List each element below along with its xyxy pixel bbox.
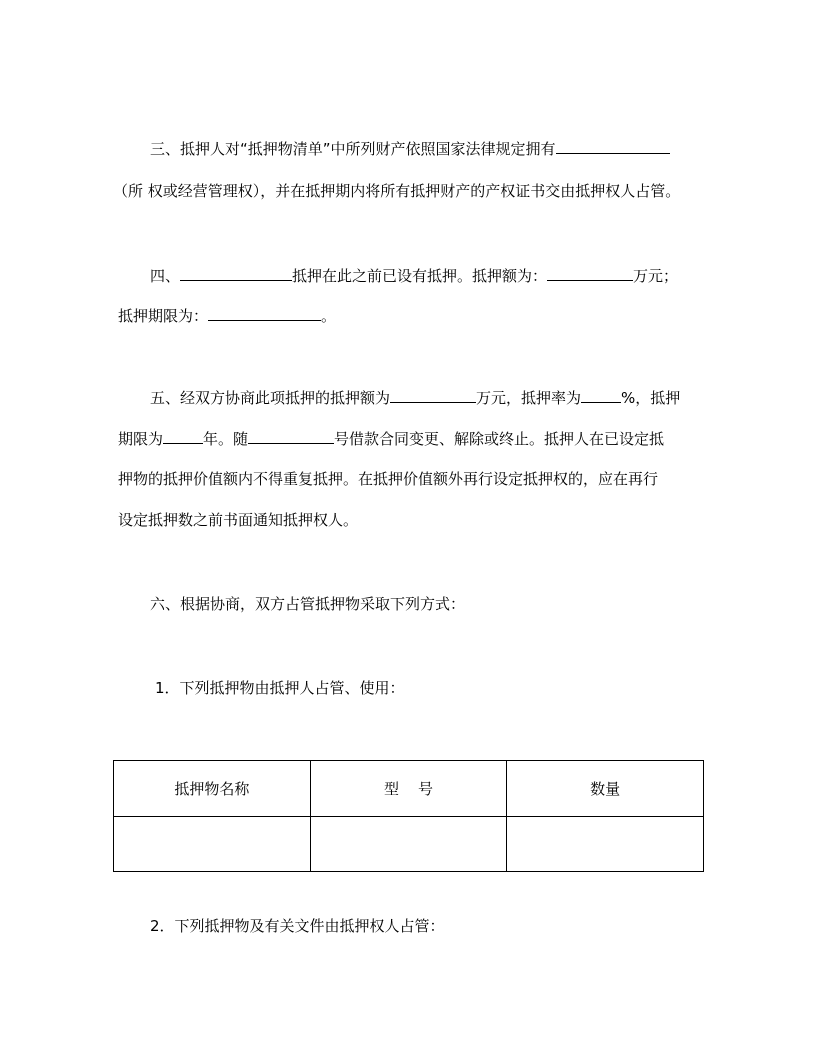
table-row bbox=[114, 817, 704, 872]
s6-item1: 1．下列抵押物由抵押人占管、使用： bbox=[155, 679, 405, 697]
s4-line1: 四、 抵押在此之前已设有抵押。抵押额为： 万元； bbox=[150, 267, 679, 285]
s6-title: 六、根据协商，双方占管抵押物采取下列方式： bbox=[150, 595, 466, 613]
table-cell bbox=[507, 817, 704, 872]
blank-field bbox=[180, 265, 292, 281]
s3-line2: （所 权或经营管理权），并在抵押期内将所有抵押财产的产权证书交由抵押权人占管。 bbox=[113, 182, 681, 200]
table-cell bbox=[114, 817, 311, 872]
s6-item2: 2．下列抵押物及有关文件由抵押权人占管： bbox=[150, 917, 445, 935]
collateral-table bbox=[113, 760, 704, 872]
s4-line2: 抵押期限为： 。 bbox=[118, 307, 337, 325]
table-header-cell: 抵押物名称 bbox=[114, 761, 311, 817]
s5-line4: 设定抵押数之前书面通知抵押权人。 bbox=[118, 511, 359, 529]
blank-field bbox=[248, 428, 334, 444]
table-header-cell: 数量 bbox=[507, 761, 704, 817]
table-cell bbox=[310, 817, 507, 872]
blank-field bbox=[547, 265, 633, 281]
s5-line2: 期限为 年。随 号借款合同变更、解除或终止。抵押人在已设定抵 bbox=[118, 430, 665, 448]
blank-field bbox=[390, 387, 476, 403]
blank-field bbox=[556, 138, 670, 154]
s3-line1: 三、抵押人对“抵押物清单”中所列财产依照国家法律规定拥有 bbox=[150, 138, 670, 159]
s5-line1: 五、经双方协商此项抵押的抵押额为 万元，抵押率为 %，抵押 bbox=[150, 389, 681, 407]
table-header-row bbox=[114, 761, 704, 817]
s5-line3: 押物的抵押价值额内不得重复抵押。在抵押价值额外再行设定抵押权的，应在再行 bbox=[118, 470, 659, 488]
blank-field bbox=[208, 305, 321, 321]
blank-field bbox=[163, 428, 203, 444]
blank-field bbox=[581, 387, 621, 403]
table-header-cell: 型 号 bbox=[310, 761, 507, 817]
